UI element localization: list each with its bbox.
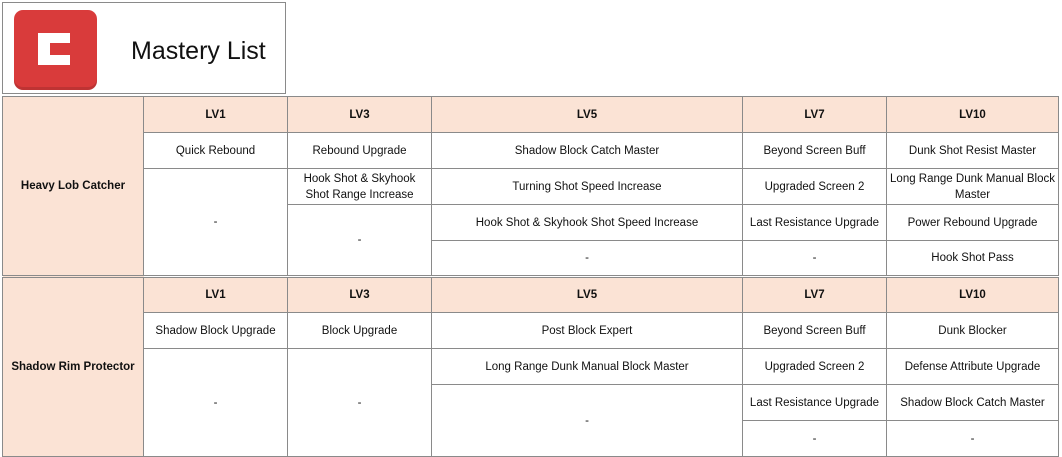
mastery-cell: Hook Shot Pass xyxy=(887,241,1059,277)
page-title: Mastery List xyxy=(131,37,266,65)
level-header-row xyxy=(3,97,1059,133)
mastery-cell: Long Range Dunk Manual Block Master xyxy=(432,349,743,385)
level-header: LV1 xyxy=(144,97,288,133)
mastery-cell: - xyxy=(743,241,887,277)
table-row xyxy=(3,349,1059,385)
mastery-cell: Turning Shot Speed Increase xyxy=(432,169,743,205)
mastery-cell: - xyxy=(288,349,432,457)
mastery-table xyxy=(2,96,1059,457)
mastery-cell: Long Range Dunk Manual Block Master xyxy=(887,169,1059,205)
mastery-cell: Power Rebound Upgrade xyxy=(887,205,1059,241)
mastery-cell: Shadow Block Catch Master xyxy=(887,385,1059,421)
mastery-cell: Beyond Screen Buff xyxy=(743,313,887,349)
level-header: LV1 xyxy=(144,277,288,313)
mastery-cell: - xyxy=(743,421,887,457)
mastery-cell: Upgraded Screen 2 xyxy=(743,169,887,205)
mastery-cell: Quick Rebound xyxy=(144,133,288,169)
mastery-cell: Upgraded Screen 2 xyxy=(743,349,887,385)
mastery-cell: Dunk Shot Resist Master xyxy=(887,133,1059,169)
mastery-cell: - xyxy=(432,241,743,277)
mastery-cell: Last Resistance Upgrade xyxy=(743,385,887,421)
header-box xyxy=(2,2,286,94)
mastery-cell: - xyxy=(887,421,1059,457)
mastery-cell: Shadow Block Catch Master xyxy=(432,133,743,169)
c-logo-glyph xyxy=(34,29,74,69)
mastery-cell: Last Resistance Upgrade xyxy=(743,205,887,241)
mastery-cell: Post Block Expert xyxy=(432,313,743,349)
mastery-cell: Hook Shot & Skyhook Shot Speed Increase xyxy=(432,205,743,241)
c-logo-icon xyxy=(14,10,97,90)
mastery-cell: - xyxy=(288,205,432,277)
level-header: LV7 xyxy=(743,97,887,133)
section-name: Shadow Rim Protector xyxy=(3,277,144,457)
mastery-cell: - xyxy=(432,385,743,457)
level-header: LV10 xyxy=(887,97,1059,133)
mastery-cell: - xyxy=(144,169,288,277)
mastery-cell: Dunk Blocker xyxy=(887,313,1059,349)
mastery-cell: Beyond Screen Buff xyxy=(743,133,887,169)
table-row xyxy=(3,169,1059,205)
level-header: LV5 xyxy=(432,97,743,133)
table-row xyxy=(3,133,1059,169)
mastery-cell: Rebound Upgrade xyxy=(288,133,432,169)
level-header: LV3 xyxy=(288,97,432,133)
mastery-cell: Hook Shot & Skyhook Shot Range Increase xyxy=(288,169,432,205)
table-row xyxy=(3,313,1059,349)
level-header: LV5 xyxy=(432,277,743,313)
level-header: LV3 xyxy=(288,277,432,313)
level-header: LV7 xyxy=(743,277,887,313)
level-header: LV10 xyxy=(887,277,1059,313)
level-header-row xyxy=(3,277,1059,313)
section-name: Heavy Lob Catcher xyxy=(3,97,144,277)
mastery-cell: Shadow Block Upgrade xyxy=(144,313,288,349)
mastery-cell: - xyxy=(144,349,288,457)
mastery-cell: Defense Attribute Upgrade xyxy=(887,349,1059,385)
mastery-cell: Block Upgrade xyxy=(288,313,432,349)
